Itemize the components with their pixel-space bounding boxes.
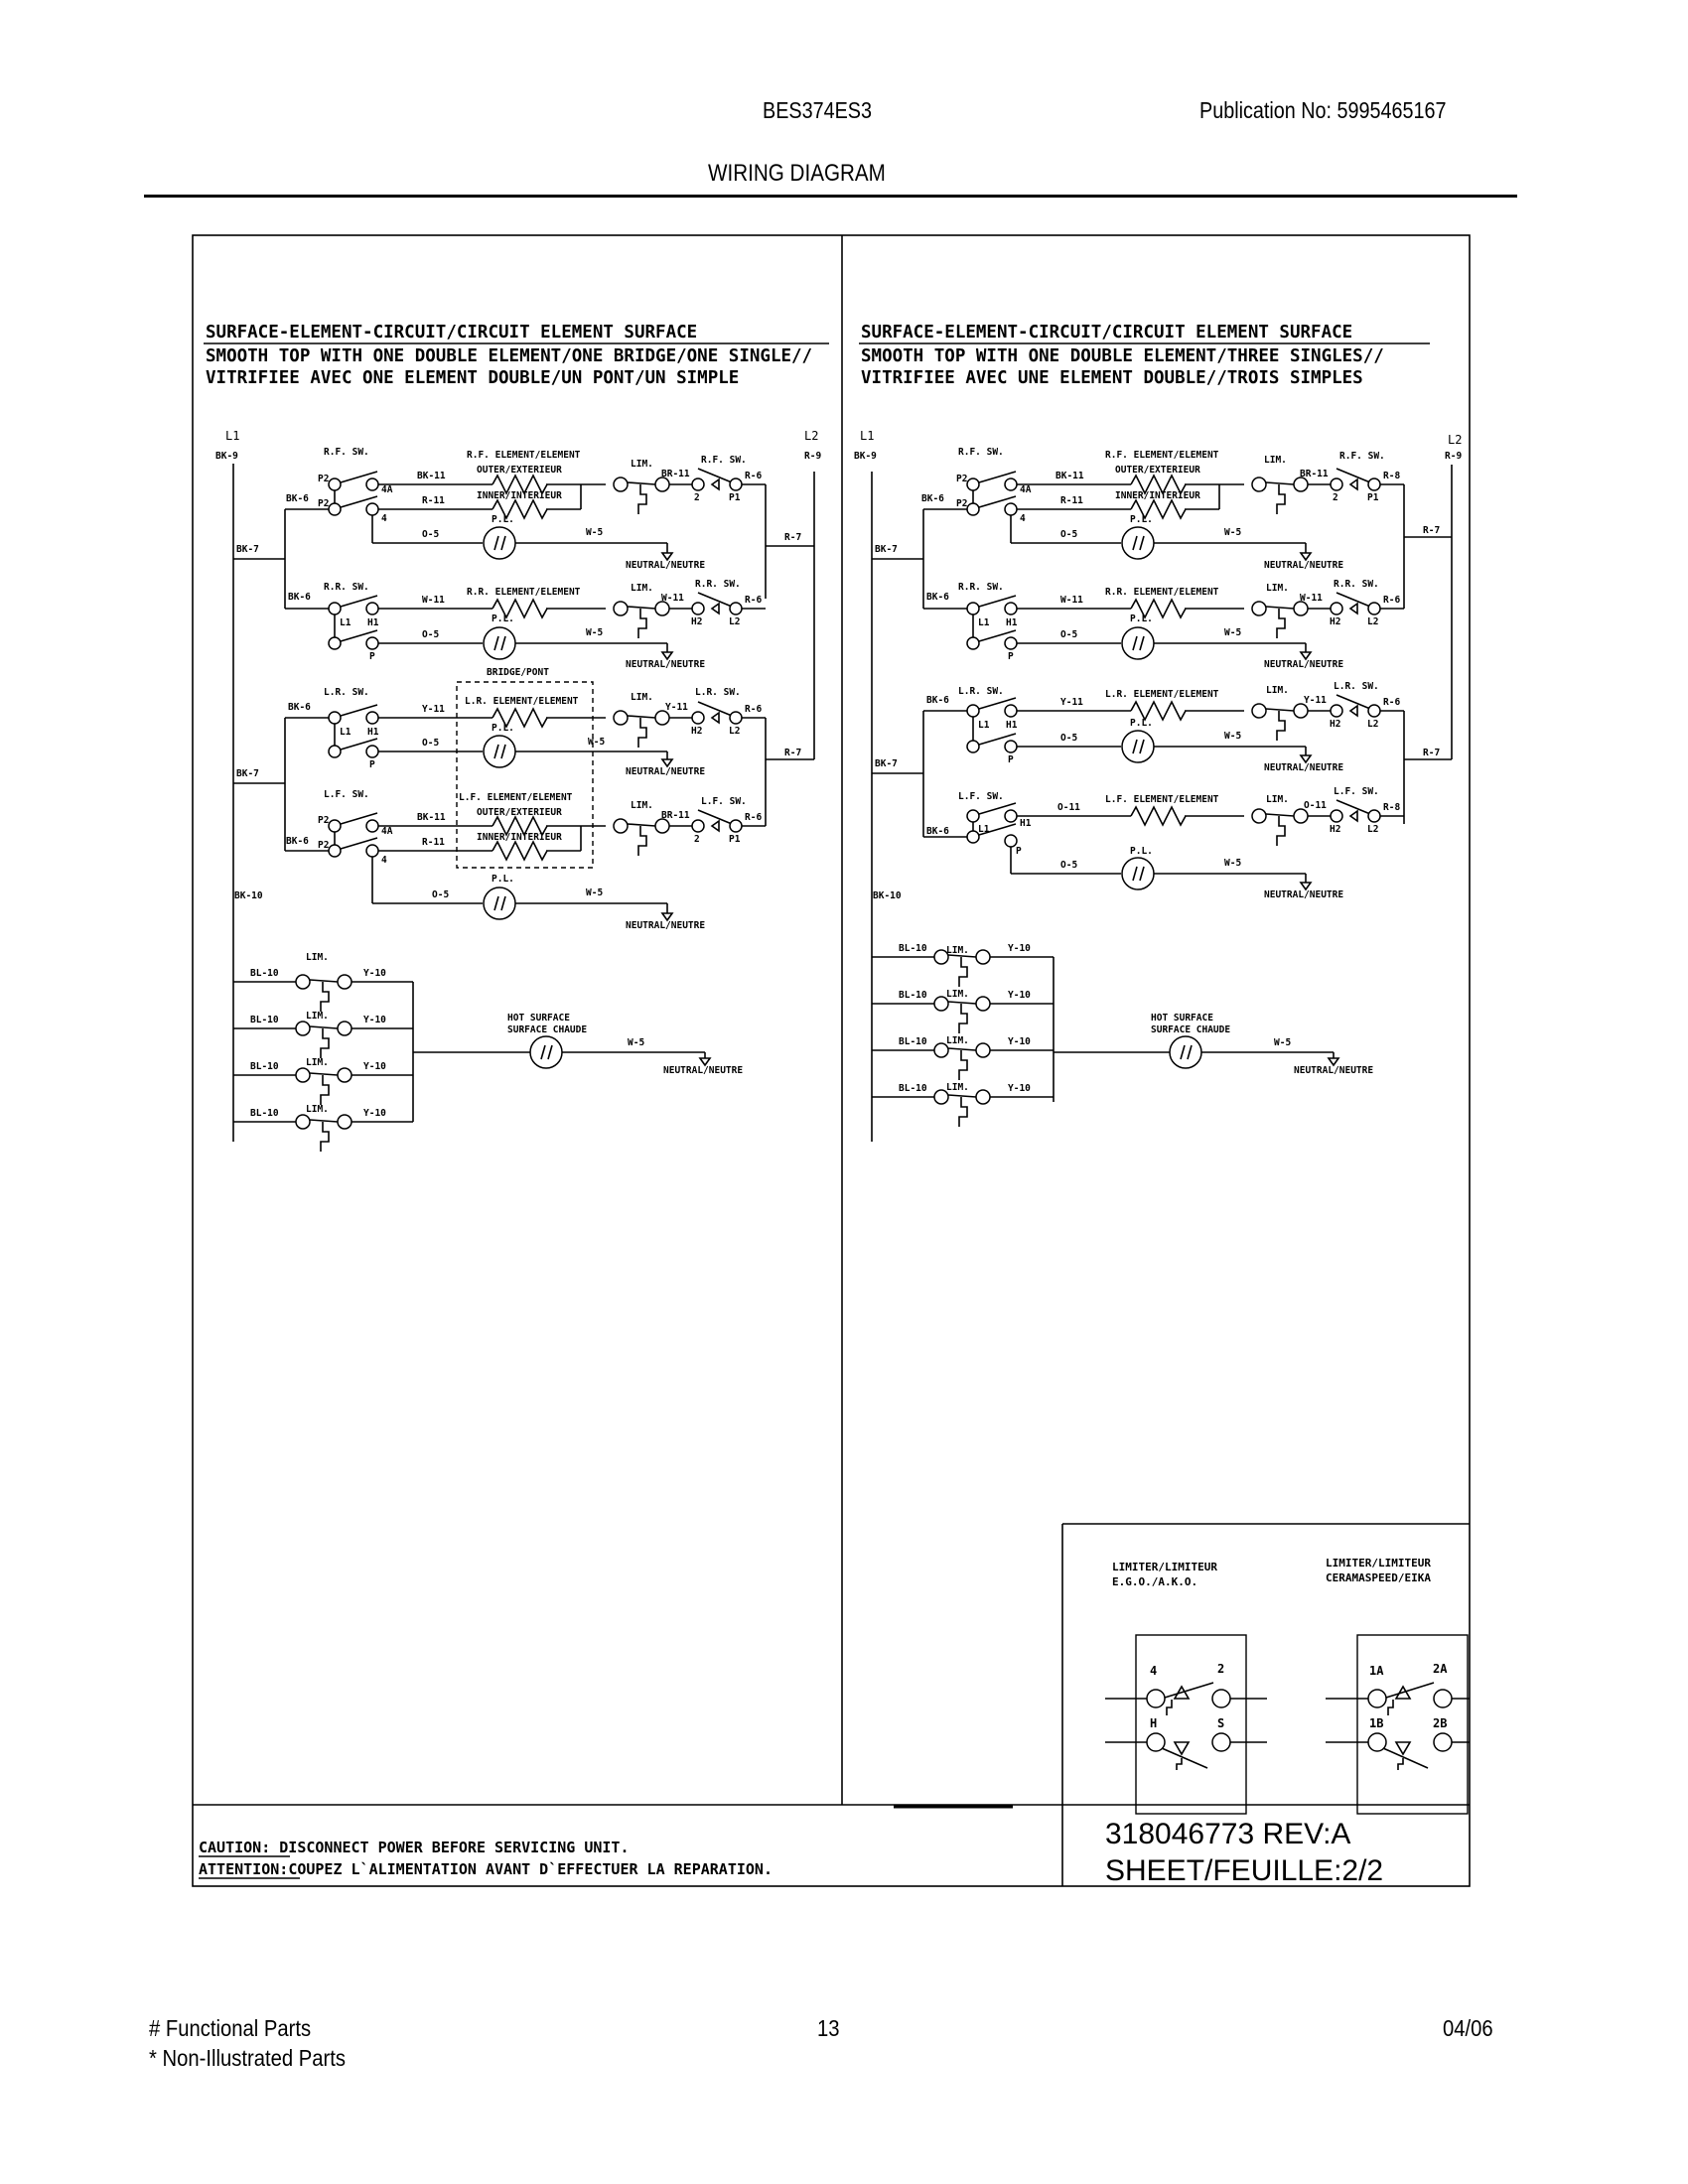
svg-text:BK-6: BK-6 [286, 493, 309, 504]
svg-text:LIM.: LIM. [1266, 685, 1289, 696]
svg-text:P2: P2 [318, 498, 330, 509]
svg-text:W-5: W-5 [586, 527, 604, 538]
svg-text:H1: H1 [1006, 720, 1018, 731]
svg-text:P: P [1016, 846, 1022, 857]
svg-text:SURFACE CHAUDE: SURFACE CHAUDE [507, 1024, 588, 1035]
page-number: 13 [817, 2015, 840, 2041]
svg-text:L.F. SW.: L.F. SW. [1334, 786, 1379, 797]
svg-text:R-11: R-11 [422, 837, 445, 848]
svg-text:Y-10: Y-10 [363, 1108, 386, 1119]
svg-text:BK-11: BK-11 [1055, 471, 1084, 481]
svg-text:NEUTRAL/NEUTRE: NEUTRAL/NEUTRE [663, 1065, 744, 1076]
svg-text:Y-10: Y-10 [1008, 990, 1031, 1001]
svg-text:L.R. ELEMENT/ELEMENT: L.R. ELEMENT/ELEMENT [1105, 689, 1219, 700]
svg-text:L.R. SW.: L.R. SW. [695, 687, 741, 698]
svg-text:4A: 4A [381, 484, 393, 495]
svg-text:Y-10: Y-10 [1008, 943, 1031, 954]
svg-text:Y-10: Y-10 [1008, 1083, 1031, 1094]
left-subheading-fr: VITRIFIEE AVEC ONE ELEMENT DOUBLE/UN PONT/UN SIMPLE [206, 368, 740, 388]
svg-text:LIM.: LIM. [306, 1104, 329, 1115]
svg-text:O-11: O-11 [1057, 802, 1080, 813]
right-heading: SURFACE-ELEMENT-CIRCUIT/CIRCUIT ELEMENT SURFACE [861, 323, 1353, 342]
svg-text:INNER/INTERIEUR: INNER/INTERIEUR [1115, 490, 1200, 501]
svg-text:L.F. SW.: L.F. SW. [701, 796, 747, 807]
sheet-number: SHEET/FEUILLE:2/2 [1105, 1854, 1384, 1887]
svg-text:W-11: W-11 [422, 595, 445, 606]
svg-text:P.L.: P.L. [492, 874, 514, 885]
svg-text:R-6: R-6 [745, 595, 763, 606]
svg-text:R.R. ELEMENT/ELEMENT: R.R. ELEMENT/ELEMENT [1105, 587, 1219, 598]
svg-text:LIM.: LIM. [946, 1082, 969, 1093]
svg-text:BL-10: BL-10 [899, 990, 927, 1001]
svg-text:H2: H2 [1330, 824, 1341, 835]
right-subheading-fr: VITRIFIEE AVEC UNE ELEMENT DOUBLE//TROIS SIMPLES [861, 368, 1363, 388]
svg-text:R-8: R-8 [1383, 802, 1401, 813]
svg-text:L2: L2 [729, 616, 741, 627]
svg-text:H2: H2 [1330, 616, 1341, 627]
svg-text:R.F. ELEMENT/ELEMENT: R.F. ELEMENT/ELEMENT [1105, 450, 1219, 461]
svg-text:H1: H1 [367, 617, 379, 628]
svg-text:L2: L2 [729, 726, 741, 737]
svg-text:BR-11: BR-11 [1300, 469, 1329, 479]
svg-text:L1: L1 [860, 429, 875, 443]
svg-text:BK-6: BK-6 [926, 695, 949, 706]
svg-text:BK-6: BK-6 [288, 592, 311, 603]
svg-text:W-5: W-5 [586, 887, 604, 898]
svg-text:NEUTRAL/NEUTRE: NEUTRAL/NEUTRE [626, 920, 706, 931]
svg-text:4: 4 [1150, 1664, 1158, 1678]
svg-text:P: P [369, 651, 375, 662]
svg-text:L1: L1 [978, 720, 990, 731]
svg-text:O-5: O-5 [1060, 529, 1078, 540]
svg-text:R-11: R-11 [422, 495, 445, 506]
svg-text:P: P [1008, 651, 1014, 662]
svg-text:Y-11: Y-11 [1060, 697, 1083, 708]
svg-text:Y-11: Y-11 [1304, 695, 1327, 706]
svg-text:W-5: W-5 [1224, 627, 1242, 638]
limiter-legend [1105, 1557, 1470, 1814]
svg-text:R-6: R-6 [1383, 595, 1401, 606]
svg-text:BRIDGE/PONT: BRIDGE/PONT [487, 667, 549, 678]
svg-text:W-11: W-11 [1060, 595, 1083, 606]
svg-text:BK-7: BK-7 [875, 758, 898, 769]
svg-text:W-11: W-11 [1300, 593, 1323, 604]
svg-text:LIM.: LIM. [946, 945, 969, 956]
svg-text:NEUTRAL/NEUTRE: NEUTRAL/NEUTRE [626, 766, 706, 777]
svg-text:P2: P2 [956, 474, 968, 484]
svg-text:H2: H2 [691, 616, 703, 627]
svg-text:R.F. ELEMENT/ELEMENT: R.F. ELEMENT/ELEMENT [467, 450, 581, 461]
svg-text:W-5: W-5 [588, 737, 606, 748]
svg-text:BK-7: BK-7 [875, 544, 898, 555]
svg-text:H2: H2 [691, 726, 703, 737]
svg-text:R-6: R-6 [745, 812, 763, 823]
functional-parts-note: # Functional Parts [149, 2015, 312, 2041]
publication-number: Publication No: 5995465167 [1199, 97, 1447, 123]
svg-text:LIM.: LIM. [631, 800, 653, 811]
svg-text:CERAMASPEED/EIKA: CERAMASPEED/EIKA [1326, 1571, 1431, 1584]
svg-text:R.R. SW.: R.R. SW. [958, 582, 1004, 593]
svg-text:P.L.: P.L. [492, 614, 514, 624]
svg-text:H1: H1 [1006, 617, 1018, 628]
svg-text:1A: 1A [1369, 1664, 1384, 1678]
svg-text:INNER/INTERIEUR: INNER/INTERIEUR [477, 832, 562, 843]
svg-text:4: 4 [381, 855, 387, 866]
svg-text:L2: L2 [1367, 719, 1379, 730]
svg-text:NEUTRAL/NEUTRE: NEUTRAL/NEUTRE [1294, 1065, 1374, 1076]
svg-text:P2: P2 [318, 474, 330, 484]
svg-text:2: 2 [1333, 492, 1338, 503]
svg-text:BK-11: BK-11 [417, 471, 446, 481]
svg-text:HOT SURFACE: HOT SURFACE [1151, 1013, 1213, 1024]
left-panel [204, 323, 829, 1152]
svg-text:NEUTRAL/NEUTRE: NEUTRAL/NEUTRE [1264, 560, 1344, 571]
svg-text:R.F. SW.: R.F. SW. [701, 455, 747, 466]
svg-text:R-6: R-6 [745, 704, 763, 715]
svg-text:W-5: W-5 [1224, 858, 1242, 869]
svg-text:LIM.: LIM. [306, 1057, 329, 1068]
svg-text:L1: L1 [978, 617, 990, 628]
svg-text:P2: P2 [318, 815, 330, 826]
svg-text:OUTER/EXTERIEUR: OUTER/EXTERIEUR [477, 465, 562, 476]
svg-text:R-6: R-6 [1383, 697, 1401, 708]
svg-text:BK-6: BK-6 [926, 826, 949, 837]
svg-text:BK-6: BK-6 [921, 493, 944, 504]
svg-text:P: P [369, 759, 375, 770]
svg-text:W-11: W-11 [661, 593, 684, 604]
svg-text:H2: H2 [1330, 719, 1341, 730]
svg-text:LIM.: LIM. [1264, 455, 1287, 466]
svg-text:O-5: O-5 [422, 529, 440, 540]
svg-text:2: 2 [694, 834, 700, 845]
svg-text:LIM.: LIM. [1266, 583, 1289, 594]
svg-text:H1: H1 [1020, 818, 1032, 829]
svg-text:BL-10: BL-10 [250, 1061, 279, 1072]
svg-text:W-5: W-5 [628, 1037, 645, 1048]
svg-text:LIM.: LIM. [1266, 794, 1289, 805]
svg-text:NEUTRAL/NEUTRE: NEUTRAL/NEUTRE [1264, 889, 1344, 900]
svg-text:BK-6: BK-6 [286, 836, 309, 847]
svg-text:L1: L1 [340, 727, 352, 738]
svg-text:P: P [1008, 754, 1014, 765]
svg-text:O-5: O-5 [432, 889, 450, 900]
svg-text:W-5: W-5 [1224, 731, 1242, 742]
svg-text:L.R. SW.: L.R. SW. [958, 686, 1004, 697]
svg-text:L2: L2 [1367, 616, 1379, 627]
svg-text:LIM.: LIM. [306, 1011, 329, 1022]
svg-text:W-5: W-5 [586, 627, 604, 638]
svg-text:W-5: W-5 [1224, 527, 1242, 538]
svg-text:Y-11: Y-11 [422, 704, 445, 715]
svg-text:H: H [1150, 1716, 1158, 1730]
svg-text:L2: L2 [804, 429, 819, 443]
svg-text:L2: L2 [1448, 433, 1463, 447]
svg-text:BK-9: BK-9 [215, 451, 238, 462]
attention-text: COUPEZ L`ALIMENTATION AVANT D`EFFECTUER LA REPARATION. [288, 1860, 773, 1878]
svg-text:LIM.: LIM. [631, 459, 653, 470]
svg-text:HOT SURFACE: HOT SURFACE [507, 1013, 570, 1024]
svg-text:Y-10: Y-10 [363, 1061, 386, 1072]
svg-text:LIM.: LIM. [946, 989, 969, 1000]
svg-text:S: S [1217, 1716, 1225, 1730]
svg-text:BK-7: BK-7 [236, 768, 259, 779]
svg-text:R-8: R-8 [1383, 471, 1401, 481]
page-title: WIRING DIAGRAM [708, 160, 886, 187]
svg-text:NEUTRAL/NEUTRE: NEUTRAL/NEUTRE [1264, 762, 1344, 773]
svg-text:BK-7: BK-7 [236, 544, 259, 555]
svg-text:4: 4 [1020, 513, 1026, 524]
svg-text:R-7: R-7 [784, 748, 802, 758]
svg-text:L1: L1 [978, 824, 990, 835]
svg-text:BK-10: BK-10 [873, 890, 902, 901]
svg-text:L.F. SW.: L.F. SW. [324, 789, 369, 800]
svg-text:R.R. SW.: R.R. SW. [695, 579, 741, 590]
svg-text:2B: 2B [1433, 1716, 1448, 1730]
svg-text:R.R. SW.: R.R. SW. [324, 582, 369, 593]
svg-text:L2: L2 [1367, 824, 1379, 835]
svg-text:BK-9: BK-9 [854, 451, 877, 462]
svg-text:P.L.: P.L. [492, 723, 514, 734]
svg-text:P.L.: P.L. [1130, 846, 1153, 857]
svg-text:2A: 2A [1433, 1662, 1448, 1676]
right-panel [854, 323, 1462, 1142]
svg-text:Y-11: Y-11 [665, 702, 688, 713]
svg-text:P2: P2 [318, 840, 330, 851]
svg-text:BK-11: BK-11 [417, 812, 446, 823]
svg-text:R-7: R-7 [1423, 748, 1441, 758]
hot-surface-bank-left [233, 952, 743, 1152]
svg-text:R-7: R-7 [784, 532, 802, 543]
drawing-number: 318046773 REV:A [1105, 1818, 1351, 1850]
svg-text:R-7: R-7 [1423, 525, 1441, 536]
svg-text:O-5: O-5 [1060, 733, 1078, 744]
attention-label: ATTENTION: [199, 1860, 289, 1878]
svg-text:O-5: O-5 [422, 738, 440, 749]
svg-text:P2: P2 [956, 498, 968, 509]
right-subheading-en: SMOOTH TOP WITH ONE DOUBLE ELEMENT/THREE SINGLES// [861, 346, 1384, 366]
svg-text:O-5: O-5 [1060, 629, 1078, 640]
svg-text:P.L.: P.L. [1130, 718, 1153, 729]
svg-text:W-5: W-5 [1274, 1037, 1292, 1048]
svg-text:Y-10: Y-10 [363, 968, 386, 979]
svg-text:P.L.: P.L. [1130, 614, 1153, 624]
hot-surface-bank-right [872, 943, 1373, 1127]
publication-date: 04/06 [1443, 2015, 1493, 2041]
svg-text:L.R. SW.: L.R. SW. [1334, 681, 1379, 692]
svg-text:BK-10: BK-10 [234, 890, 263, 901]
svg-text:NEUTRAL/NEUTRE: NEUTRAL/NEUTRE [626, 560, 706, 571]
svg-text:P1: P1 [1367, 492, 1379, 503]
svg-text:O-5: O-5 [422, 629, 440, 640]
svg-text:BR-11: BR-11 [661, 810, 690, 821]
svg-text:P1: P1 [729, 834, 741, 845]
svg-text:R.F. SW.: R.F. SW. [1339, 451, 1385, 462]
title-block [199, 1818, 1383, 1887]
svg-text:L.F. ELEMENT/ELEMENT: L.F. ELEMENT/ELEMENT [459, 792, 573, 803]
svg-text:BL-10: BL-10 [899, 943, 927, 954]
svg-text:INNER/INTERIEUR: INNER/INTERIEUR [477, 490, 562, 501]
svg-text:NEUTRAL/NEUTRE: NEUTRAL/NEUTRE [1264, 659, 1344, 670]
svg-text:L.R. SW.: L.R. SW. [324, 687, 369, 698]
left-heading: SURFACE-ELEMENT-CIRCUIT/CIRCUIT ELEMENT SURFACE [206, 323, 698, 342]
svg-text:BL-10: BL-10 [899, 1083, 927, 1094]
svg-text:R-9: R-9 [804, 451, 822, 462]
svg-text:4: 4 [381, 513, 387, 524]
svg-text:SURFACE CHAUDE: SURFACE CHAUDE [1151, 1024, 1231, 1035]
svg-text:OUTER/EXTERIEUR: OUTER/EXTERIEUR [1115, 465, 1200, 476]
svg-text:LIM.: LIM. [631, 692, 653, 703]
caution-text: DISCONNECT POWER BEFORE SERVICING UNIT. [270, 1839, 630, 1856]
caution-label: CAUTION: [199, 1839, 271, 1856]
svg-text:BL-10: BL-10 [250, 1015, 279, 1025]
non-illustrated-note: * Non-Illustrated Parts [149, 2045, 346, 2071]
svg-text:R-9: R-9 [1445, 451, 1463, 462]
svg-text:CAUTION: DISCONNECT POWER BEFO [199, 1839, 629, 1856]
svg-text:L.F. SW.: L.F. SW. [958, 791, 1004, 802]
svg-text:O-11: O-11 [1304, 800, 1327, 811]
svg-text:H1: H1 [367, 727, 379, 738]
svg-text:E.G.O./A.K.O.: E.G.O./A.K.O. [1112, 1575, 1198, 1588]
svg-text:R.F. SW.: R.F. SW. [324, 447, 369, 458]
svg-text:OUTER/EXTERIEUR: OUTER/EXTERIEUR [477, 807, 562, 818]
svg-text:R.R. ELEMENT/ELEMENT: R.R. ELEMENT/ELEMENT [467, 587, 581, 598]
svg-text:LIM.: LIM. [631, 583, 653, 594]
svg-text:1B: 1B [1369, 1716, 1384, 1730]
svg-text:BL-10: BL-10 [250, 968, 279, 979]
svg-text:BL-10: BL-10 [899, 1036, 927, 1047]
svg-text:4A: 4A [381, 826, 393, 837]
svg-text:BK-6: BK-6 [926, 592, 949, 603]
svg-text:BL-10: BL-10 [250, 1108, 279, 1119]
svg-text:ATTENTION:COUPEZ L`ALIMENTATIO [199, 1860, 773, 1878]
svg-text:R.R. SW.: R.R. SW. [1334, 579, 1379, 590]
svg-text:O-5: O-5 [1060, 860, 1078, 871]
svg-text:LIM.: LIM. [306, 952, 329, 963]
svg-text:R.F. SW.: R.F. SW. [958, 447, 1004, 458]
svg-text:NEUTRAL/NEUTRE: NEUTRAL/NEUTRE [626, 659, 706, 670]
svg-text:P.L.: P.L. [492, 514, 514, 525]
svg-text:LIM.: LIM. [946, 1035, 969, 1046]
svg-text:L.R. ELEMENT/ELEMENT: L.R. ELEMENT/ELEMENT [465, 696, 579, 707]
svg-text:BK-6: BK-6 [288, 702, 311, 713]
svg-text:L.F. ELEMENT/ELEMENT: L.F. ELEMENT/ELEMENT [1105, 794, 1219, 805]
svg-text:2: 2 [1217, 1662, 1225, 1676]
svg-text:P.L.: P.L. [1130, 514, 1153, 525]
svg-text:LIMITER/LIMITEUR: LIMITER/LIMITEUR [1326, 1557, 1431, 1570]
svg-text:Y-10: Y-10 [1008, 1036, 1031, 1047]
svg-text:BR-11: BR-11 [661, 469, 690, 479]
svg-text:4A: 4A [1020, 484, 1032, 495]
svg-text:LIMITER/LIMITEUR: LIMITER/LIMITEUR [1112, 1561, 1217, 1573]
svg-text:P1: P1 [729, 492, 741, 503]
svg-text:L1: L1 [340, 617, 352, 628]
svg-text:R-6: R-6 [745, 471, 763, 481]
svg-text:Y-10: Y-10 [363, 1015, 386, 1025]
left-subheading-en: SMOOTH TOP WITH ONE DOUBLE ELEMENT/ONE BRIDGE/ONE SINGLE// [206, 346, 813, 366]
svg-text:R-11: R-11 [1060, 495, 1083, 506]
svg-text:L1: L1 [225, 429, 240, 443]
model-number: BES374ES3 [763, 97, 872, 123]
svg-text:2: 2 [694, 492, 700, 503]
